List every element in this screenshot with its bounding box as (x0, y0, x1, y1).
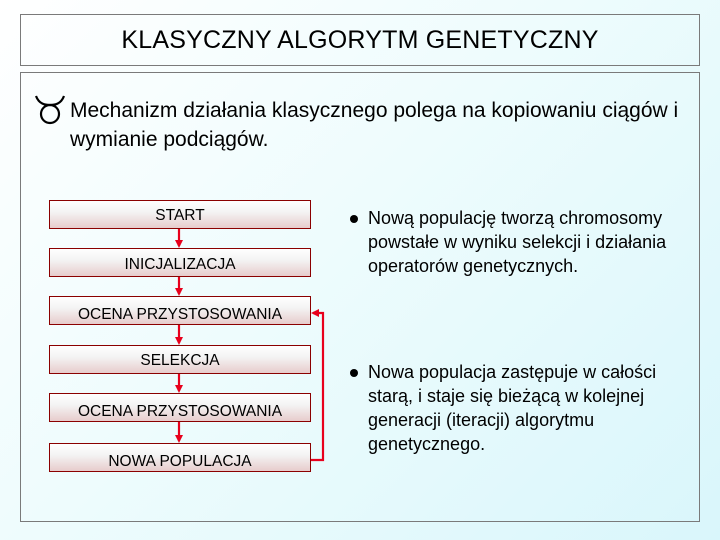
bullet-dot-icon (350, 369, 358, 377)
flow-step-label: START (155, 207, 205, 224)
slide-title (20, 14, 700, 66)
flow-step-label: OCENA PRZYSTOSOWANIA (77, 403, 283, 420)
flow-step-label: OCENA PRZYSTOSOWANIA (77, 306, 283, 323)
flow-step-initialization (49, 248, 311, 277)
flow-step-label: SELEKCJA (140, 352, 220, 369)
slide-title-text: KLASYCZNY ALGORYTM GENETYCZNY (121, 25, 599, 54)
flow-step-start (49, 200, 311, 229)
flow-step-new-population (49, 443, 311, 472)
flow-step-selection (49, 345, 311, 374)
bullet-dot-icon (350, 215, 358, 223)
intro-text: Mechanizm działania klasycznego polega na kopiowaniu ciągów i wymianie podciągów. (70, 99, 679, 151)
taurus-glyph-icon (33, 92, 67, 126)
flow-step-label: INICJALIZACJA (124, 256, 236, 273)
flow-step-fitness-evaluation (49, 296, 311, 325)
bullet-text: Nowa populacja zastępuje w całości starą, i staje się bieżącą w kolejnej generacji (iteracji) algorytmu genetycznego. (368, 362, 657, 454)
flow-step-fitness-evaluation-2 (49, 393, 311, 422)
flow-step-label: NOWA POPULACJA (108, 453, 252, 470)
bullet-text: Nową populację tworzą chromosomy powstałe w wyniku selekcji i działania operatorów genetycznych. (368, 208, 667, 276)
